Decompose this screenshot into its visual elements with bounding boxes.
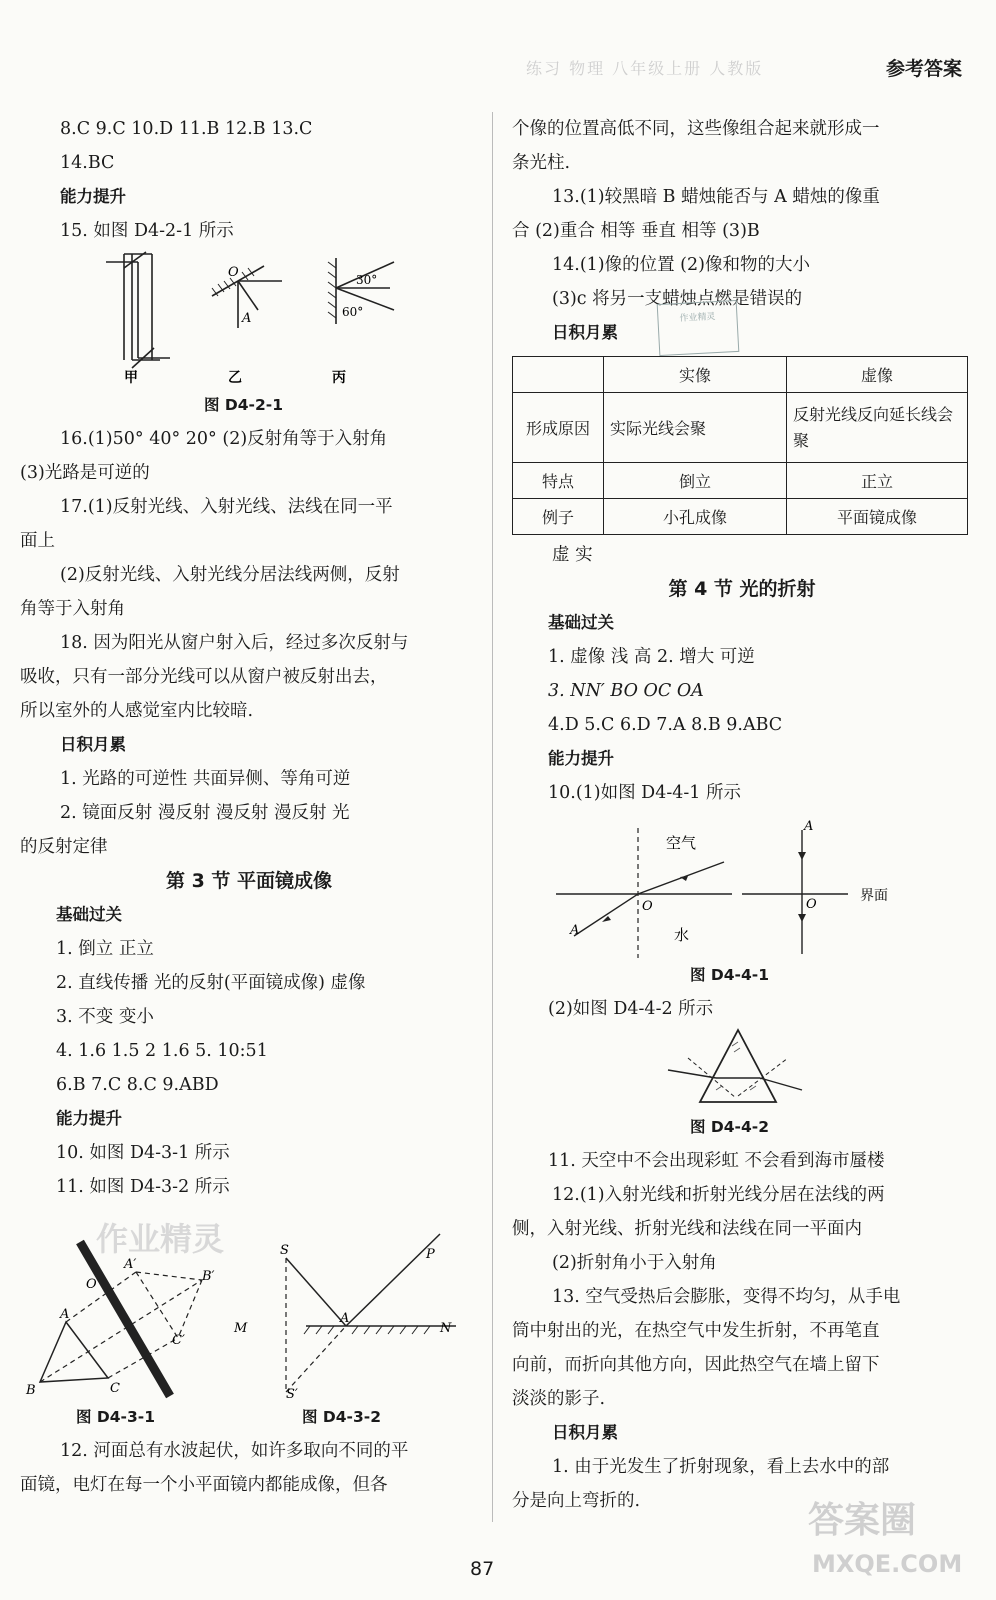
point-label-a2: A (340, 1311, 350, 1326)
answer-line: 面镜，电灯在每一个小平面镜内都能成像，但各 (20, 1475, 388, 1495)
plane-mirror-diagram-svg (20, 1204, 478, 1400)
figure-d4-4-2 (512, 1026, 972, 1110)
answer-line: (2)如图 D4-4-2 所示 (548, 999, 714, 1019)
subsection-heading: 日积月累 (60, 735, 126, 754)
table-cell: 平面镜成像 (787, 499, 968, 535)
point-label-p: P (426, 1247, 435, 1262)
point-label-o2: O (806, 897, 817, 912)
comparison-table-wrap (512, 350, 972, 538)
figure-label-bing: 丙 (332, 370, 346, 386)
point-label-n: N (440, 1321, 452, 1336)
answer-line: 1. 光路的可逆性 共面异侧、等角可逆 (60, 769, 351, 789)
answer-line: 10. 如图 D4-3-1 所示 (56, 1143, 230, 1163)
table-row (513, 393, 968, 463)
answer-line: 个像的位置高低不同，这些像组合起来就形成一 (512, 119, 880, 139)
angle-label-60: 60° (342, 305, 364, 319)
answer-line: 1. 由于光发生了折射现象，看上去水中的部 (552, 1457, 890, 1477)
answer-line: 淡淡的影子. (512, 1389, 606, 1409)
point-label-a: A (60, 1307, 70, 1322)
table-row (513, 357, 968, 393)
prism-diagram-svg (512, 1026, 972, 1110)
table-cell: 例子 (513, 499, 604, 535)
table-cell: 小孔成像 (604, 499, 787, 535)
answer-line: 14.BC (60, 153, 115, 173)
subsection-heading: 日积月累 (552, 323, 618, 342)
angle-label-30: 30° (356, 273, 378, 287)
figure-label-jia: 甲 (124, 370, 138, 386)
figure-caption: 图 D4-4-1 (690, 966, 769, 984)
stamp-watermark (657, 300, 740, 356)
answer-line: 分是向上弯折的. (512, 1491, 641, 1511)
answer-line: 18. 因为阳光从窗户射入后，经过多次反射与 (60, 633, 409, 653)
answer-line: 2. 镜面反射 漫反射 漫反射 漫反射 光 (60, 803, 350, 823)
point-label-s: S (280, 1243, 289, 1258)
watermark-url: MXQE.COM (812, 1550, 963, 1578)
answer-line: 2. 直线传播 光的反射(平面镜成像) 虚像 (56, 973, 366, 993)
page-header-title: 参考答案 (885, 58, 962, 80)
table-cell: 倒立 (604, 463, 787, 499)
table-row (513, 463, 968, 499)
answer-line: 8.C 9.C 10.D 11.B 12.B 13.C (60, 119, 313, 139)
table-cell: 实际光线会聚 (604, 393, 787, 463)
point-label-c-prime: C′ (172, 1333, 185, 1348)
answer-line: 17.(1)反射光线、入射光线、法线在同一平 (60, 497, 393, 517)
answer-line: 13.(1)较黑暗 B 蜡烛能否与 A 蜡烛的像重 (552, 187, 880, 207)
watermark-text: 作业精灵 (96, 1220, 225, 1258)
answer-line: 角等于入射角 (20, 599, 125, 619)
table-header: 虚像 (787, 357, 968, 393)
point-label-m: M (234, 1321, 248, 1336)
point-label-a-prime: A′ (124, 1257, 137, 1272)
table-cell: 特点 (513, 463, 604, 499)
point-label-a2: A (804, 819, 814, 834)
subsection-heading: 能力提升 (548, 749, 614, 768)
point-label-s-prime: S′ (286, 1387, 298, 1400)
label-interface: 界面 (860, 888, 888, 904)
point-label-o: O (86, 1277, 97, 1292)
answer-line: 11. 如图 D4-3-2 所示 (56, 1177, 230, 1197)
answer-line: (3)c 将另一支蜡烛点燃是错误的 (552, 289, 803, 309)
subsection-heading: 基础过关 (56, 905, 122, 924)
figure-d4-3 (20, 1204, 478, 1400)
subsection-heading: 日积月累 (552, 1423, 618, 1442)
table-header: 实像 (604, 357, 787, 393)
figure-d4-2-1 (20, 248, 478, 388)
answer-line: 所以室外的人感觉室内比较暗. (20, 701, 254, 721)
answer-line: 向前，而折向其他方向，因此热空气在墙上留下 (512, 1355, 880, 1375)
answer-line: 12.(1)入射光线和折射光线分居在法线的两 (552, 1185, 885, 1205)
figure-caption: 图 D4-3-2 (302, 1408, 381, 1426)
answer-line: 1. 倒立 正立 (56, 939, 154, 959)
point-label-c: C (110, 1381, 120, 1396)
answer-line: 10.(1)如图 D4-4-1 所示 (548, 783, 742, 803)
subsection-heading: 基础过关 (548, 613, 614, 632)
point-label-a: A (570, 923, 580, 938)
section-heading: 第 3 节 平面镜成像 (165, 870, 333, 892)
point-label-b: B (26, 1383, 36, 1398)
answer-line: 15. 如图 D4-2-1 所示 (60, 221, 234, 241)
answer-line: 面上 (20, 531, 55, 551)
label-air: 空气 (666, 834, 697, 852)
answer-line: 16.(1)50° 40° 20° (2)反射角等于入射角 (60, 429, 388, 449)
left-column (20, 112, 478, 1502)
answer-line: 6.B 7.C 8.C 9.ABD (56, 1075, 219, 1095)
header-ghost-text: 练习 物理 八年级上册 人教版 (526, 59, 764, 78)
figure-caption: 图 D4-3-1 (76, 1408, 155, 1426)
subsection-heading: 能力提升 (60, 187, 126, 206)
answer-line: 11. 天空中不会出现彩虹 不会看到海市蜃楼 (548, 1151, 885, 1171)
answer-line: 12. 河面总有水波起伏，如许多取向不同的平 (60, 1441, 409, 1461)
answer-line: 3. 不变 变小 (56, 1007, 154, 1027)
figure-caption: 图 D4-2-1 (204, 396, 283, 414)
point-label-o: O (228, 265, 239, 280)
column-divider (492, 112, 493, 1522)
right-column (512, 112, 972, 1518)
watermark-logo: 答案圈 (808, 1500, 917, 1541)
table-cell: 正立 (787, 463, 968, 499)
section-heading: 第 4 节 光的折射 (668, 578, 816, 600)
answer-line: 条光柱. (512, 153, 571, 173)
answer-line: 1. 虚像 浅 高 2. 增大 可逆 (548, 647, 755, 667)
answer-line: 的反射定律 (20, 837, 108, 857)
answer-line: (3)光路是可逆的 (20, 463, 150, 483)
answer-line: 合 (2)重合 相等 垂直 相等 (3)B (512, 221, 760, 241)
table-row (513, 499, 968, 535)
answer-line: 13. 空气受热后会膨胀，变得不均匀，从手电 (552, 1287, 901, 1307)
answer-line: (2)反射光线、入射光线分居法线两侧，反射 (60, 565, 400, 585)
point-label-o: O (642, 899, 653, 914)
comparison-table (512, 356, 968, 535)
answer-line: 筒中射出的光，在热空气中发生折射，不再笔直 (512, 1321, 880, 1341)
answer-line: 吸收，只有一部分光线可以从窗户被反射出去， (20, 667, 388, 687)
figure-caption: 图 D4-4-2 (690, 1118, 769, 1136)
answer-line: 4. 1.6 1.5 2 1.6 5. 10:51 (56, 1041, 268, 1061)
answer-line: 侧，入射光线、折射光线和法线在同一平面内 (512, 1219, 862, 1239)
answer-line: (2)折射角小于入射角 (552, 1253, 717, 1273)
page-number: 87 (470, 1558, 495, 1580)
table-cell (513, 357, 604, 393)
refraction-diagram-svg (512, 810, 972, 958)
figure-label-yi: 乙 (228, 370, 242, 386)
table-cell: 反射光线反向延长线会聚 (787, 393, 968, 463)
figure-caption-row (20, 1400, 478, 1434)
point-label-a: A (242, 311, 252, 326)
mirror-diagram-svg (20, 248, 478, 388)
answer-line: 虚 实 (552, 545, 593, 565)
answer-line: 4.D 5.C 6.D 7.A 8.B 9.ABC (548, 715, 783, 735)
table-cell: 形成原因 (513, 393, 604, 463)
stamp-text: 作业精灵 (679, 312, 716, 324)
label-water: 水 (674, 926, 690, 944)
figure-d4-4-1 (512, 810, 972, 958)
answer-line: 14.(1)像的位置 (2)像和物的大小 (552, 255, 810, 275)
subsection-heading: 能力提升 (56, 1109, 122, 1128)
answer-line: 3. NN′ BO OC OA (548, 681, 704, 701)
point-label-b-prime: B′ (202, 1269, 215, 1284)
